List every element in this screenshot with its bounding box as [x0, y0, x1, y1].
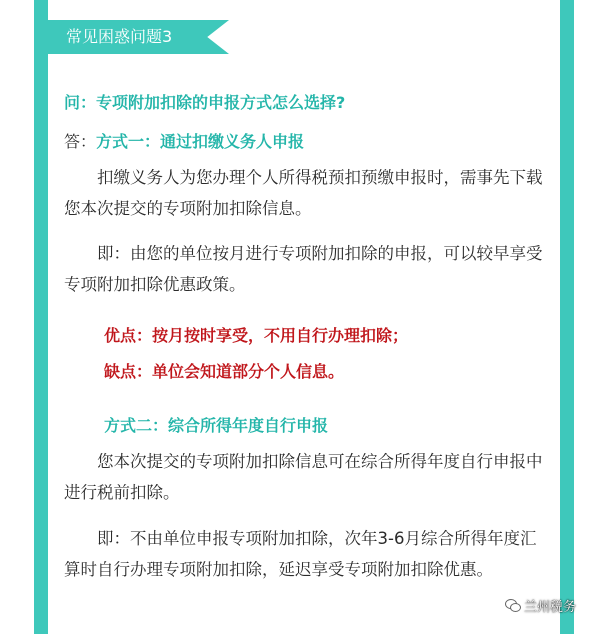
cons-line: 缺点：单位会知道部分个人信息。	[104, 362, 345, 381]
left-border	[34, 0, 48, 634]
watermark-text: 兰州税务	[524, 600, 577, 615]
method1-title: 方式一：通过扣缴义务人申报	[96, 132, 305, 151]
method2-paragraph-1: 您本次提交的专项附加扣除信息可在综合所得年度自行申报中进行税前扣除。	[64, 452, 543, 502]
pros-line: 优点：按月按时享受，不用自行办理扣除；	[104, 326, 409, 345]
banner-title: 常见困惑问题3	[66, 27, 173, 46]
method2-heading: 方式二：综合所得年度自行申报	[104, 416, 329, 435]
account-watermark	[505, 596, 576, 615]
method1-paragraph-2: 即：由您的单位按月进行专项附加扣除的申报，可以较早享受专项附加扣除优惠政策。	[64, 244, 543, 294]
wechat-icon	[505, 599, 521, 612]
method1-paragraph-1: 扣缴义务人为您办理个人所得税预扣预缴申报时，需事先下载您本次提交的专项附加扣除信息。	[64, 168, 543, 218]
answer-prefix: 答：	[64, 132, 97, 151]
method2-paragraph-2: 即：不由单位申报专项附加扣除，次年3-6月综合所得年度汇算时自行办理专项附加扣除，延迟享受专项附加扣除优惠。	[64, 529, 537, 579]
question-line: 问：专项附加扣除的申报方式怎么选择?	[64, 93, 346, 112]
right-border	[560, 0, 574, 634]
method1-heading	[64, 129, 304, 152]
